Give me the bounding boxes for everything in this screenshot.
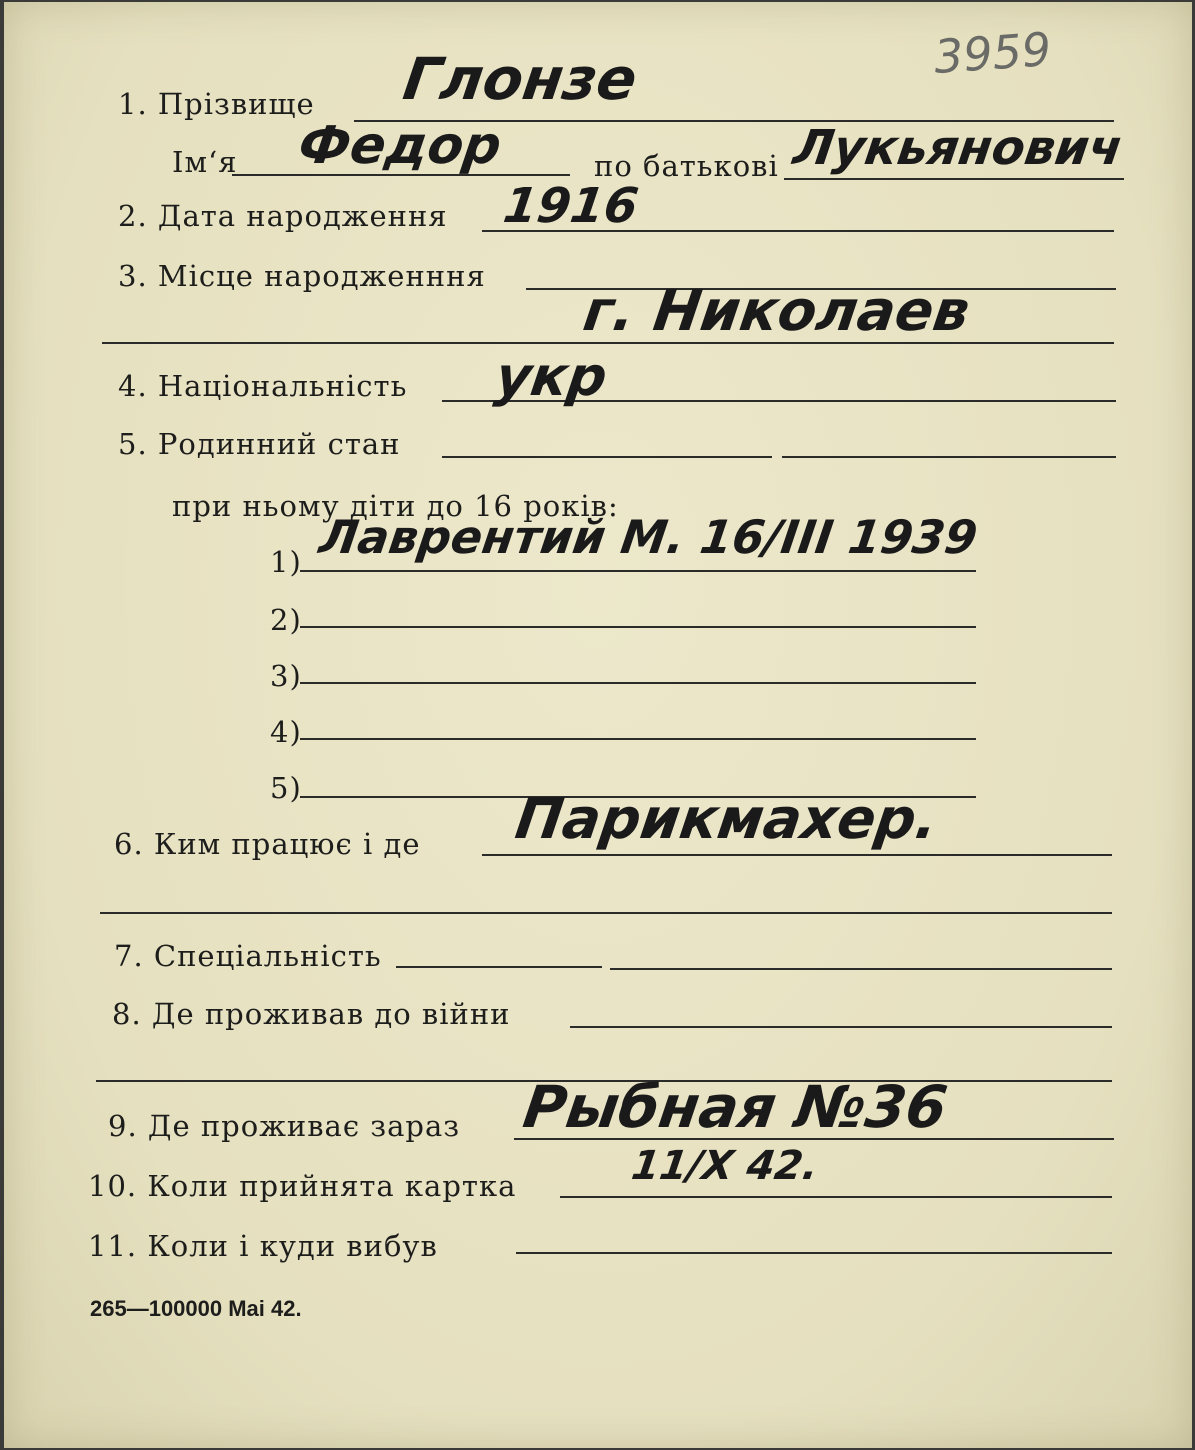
- print-footer: 265—100000 Mai 42.: [90, 1296, 302, 1321]
- child-4-line: [300, 738, 976, 740]
- child-5-num: 5): [270, 771, 302, 805]
- patronymic-value: Лукьянович: [790, 120, 1126, 176]
- card-accepted-label: 10. Коли прийнята картка: [88, 1169, 517, 1203]
- patronymic-line: [784, 178, 1124, 180]
- child-1-num: 1): [270, 545, 302, 579]
- current-address-label: 9. Де проживає зараз: [108, 1109, 461, 1143]
- card-accepted-line: [560, 1196, 1112, 1198]
- name-label: Ім‘я: [172, 145, 238, 179]
- child-1-line: [300, 570, 976, 572]
- current-address-value: Рыбная №36: [519, 1073, 952, 1141]
- name-value: Федор: [294, 116, 505, 176]
- work-line-1: [482, 854, 1112, 856]
- child-3-line: [300, 682, 976, 684]
- child-1-value: Лаврентий М. 16/III 1939: [316, 510, 981, 564]
- specialty-line-1: [396, 966, 602, 968]
- family-line-1: [442, 456, 772, 458]
- family-label: 5. Родинний стан: [118, 427, 401, 461]
- surname-value: Глонзе: [399, 45, 642, 113]
- specialty-label: 7. Спеціальність: [114, 939, 382, 973]
- departed-line: [516, 1252, 1112, 1254]
- card-accepted-value: 11/X 42.: [628, 1143, 822, 1189]
- birthdate-value: 1916: [500, 178, 642, 234]
- children-label: при ньому діти до 16 років:: [172, 489, 619, 523]
- child-2-num: 2): [270, 603, 302, 637]
- child-3-num: 3): [270, 659, 302, 693]
- nationality-label: 4. Національність: [118, 369, 408, 403]
- prewar-label: 8. Де проживав до війни: [112, 997, 511, 1031]
- birthdate-label: 2. Дата народження: [118, 199, 448, 233]
- work-label: 6. Ким працює і де: [114, 827, 421, 861]
- registration-card: [4, 2, 1192, 1448]
- surname-label: 1. Прізвище: [118, 87, 315, 121]
- specialty-line-2: [610, 968, 1112, 970]
- departed-label: 11. Коли і куди вибув: [88, 1229, 438, 1263]
- birthplace-label: 3. Місце народженння: [118, 259, 486, 293]
- work-line-2: [100, 912, 1112, 914]
- birthplace-value: г. Николаев: [579, 279, 974, 344]
- nationality-value: укр: [491, 345, 612, 408]
- child-4-num: 4): [270, 715, 302, 749]
- child-2-line: [300, 626, 976, 628]
- work-value: Парикмахер.: [511, 787, 942, 852]
- card-number: 3959: [932, 21, 1053, 85]
- prewar-line-1: [570, 1026, 1112, 1028]
- family-line-2: [782, 456, 1116, 458]
- patronymic-label: по батькові: [594, 149, 779, 183]
